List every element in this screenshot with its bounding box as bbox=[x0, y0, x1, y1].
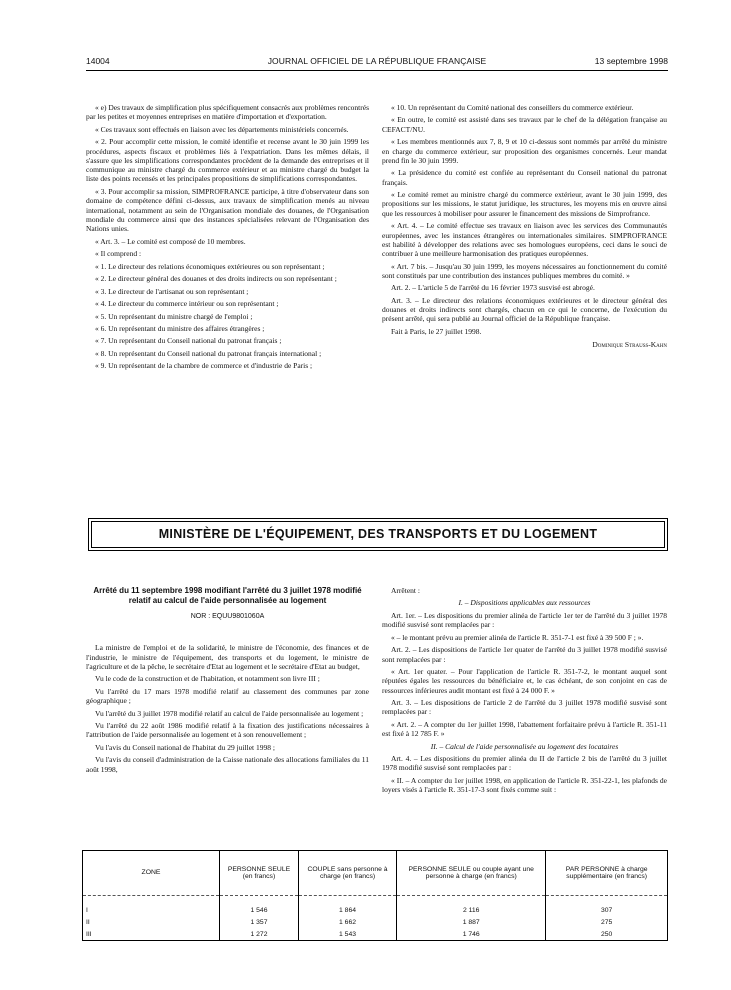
table-cell: 1 887 bbox=[397, 916, 546, 928]
table-row bbox=[83, 916, 668, 928]
table-cell: 1 357 bbox=[220, 916, 299, 928]
paragraph: « 2. Pour accomplir cette mission, le comité identifie et recense avant le 30 juin 1999 les procédures, aspects fiscaux et problèmes liés à l'expatriation. Dans les mêmes délais, il s'assure que les simplifications correspondantes procèdent de la demande des entreprises et il communique au ministre chargé du commerce extérieur et au ministre chargé du budget la liste des points recensés et les principales propositions de simplifications correspondantes. bbox=[86, 137, 369, 184]
table-cell: 1 546 bbox=[220, 904, 299, 916]
table-cell: 250 bbox=[546, 928, 668, 941]
paragraph: « 3. Le directeur de l'artisanat ou son représentant ; bbox=[95, 286, 249, 296]
paragraph: « Art. 4. – Le comité effectue ses travaux en liaison avec les services des Communautés européennes, avec les instances étrangères ou internationales similaires. SIMPROFRANCE est habilité à développer des relations avec ses homologues européens, ceci dans le souci de contribuer à une meilleure harmonisation des pratiques européennes. bbox=[382, 221, 667, 259]
column-header: PERSONNE SEULE (en francs) bbox=[220, 851, 299, 896]
paragraph: « 2. Le directeur général des douanes et des droits indirects ou son représentant ; bbox=[95, 274, 337, 284]
paragraph: « 6. Un représentant du ministre des affaires étrangères ; bbox=[95, 324, 265, 333]
table-cell: 1 746 bbox=[397, 928, 546, 941]
table-cell: 1 864 bbox=[298, 904, 396, 916]
section-heading: I. – Dispositions applicables aux ressources bbox=[458, 598, 591, 608]
page-header bbox=[86, 56, 668, 70]
paragraph: « Le comité remet au ministre chargé du commerce extérieur, avant le 30 juin 1999, des propositions sur les missions, le statut juridique, les structures, les moyens mis en œuvre ainsi que les ressources à mobiliser pour assurer le financement des missions de Simprofrance. bbox=[382, 190, 667, 218]
table-cell: 2 116 bbox=[397, 904, 546, 916]
section-heading: II. – Calcul de l'aide personnalisée au logement des locataires bbox=[430, 741, 619, 751]
paragraph: La ministre de l'emploi et de la solidarité, le ministre de l'économie, des finances et de l'industrie, le ministre de l'équipement, des transports et du logement, le ministre de l'agriculture et de la pêche, le secrétaire d'Etat au logement et le secrétaire d'Etat au budget, bbox=[86, 643, 369, 671]
paragraph: Art. 2. – Les dispositions de l'article 1er quater de l'arrêté du 3 juillet 1978 modifié susvisé sont remplacées par : bbox=[382, 645, 667, 664]
paragraph: « En outre, le comité est assisté dans ses travaux par le chef de la délégation française au CEFACT/NU. bbox=[382, 115, 667, 134]
paragraph: Art. 1er. – Les dispositions du premier alinéa de l'article 1er ter de l'arrêté du 3 juillet 1978 modifié susvisé sont remplacées par : bbox=[382, 610, 667, 630]
table-cell: 1 543 bbox=[298, 928, 396, 941]
journal-title: JOURNAL OFFICIEL DE LA RÉPUBLIQUE FRANÇAISE bbox=[267, 56, 487, 66]
paragraph: « 9. Un représentant de la chambre de commerce et d'industrie de Paris ; bbox=[95, 361, 313, 371]
column-header: ZONE bbox=[83, 851, 220, 896]
paragraph: « Il comprend : bbox=[95, 249, 142, 259]
column-header: PAR PERSONNE à charge supplémentaire (en francs) bbox=[546, 851, 668, 896]
paragraph: Fait à Paris, le 27 juillet 1998. bbox=[391, 326, 482, 336]
paragraph: Vu l'avis du Conseil national de l'habitat du 29 juillet 1998 ; bbox=[95, 742, 275, 752]
paragraph: Art. 2. – L'article 5 de l'arrêté du 16 février 1973 susvisé est abrogé. bbox=[391, 283, 595, 293]
paragraph: « 4. Le directeur du commerce intérieur ou son représentant ; bbox=[95, 299, 279, 309]
table-cell: I bbox=[83, 904, 220, 916]
paragraph: Vu l'arrêté du 17 mars 1978 modifié relatif au classement des communes par zone géographique ; bbox=[86, 686, 369, 706]
table-row bbox=[83, 928, 668, 941]
signature: Dominique Strauss-Kahn bbox=[592, 340, 667, 350]
table-row bbox=[83, 904, 668, 916]
paragraph: Vu l'arrêté du 3 juillet 1978 modifié relatif au calcul de l'aide personnalisée au logement ; bbox=[95, 708, 364, 718]
paragraph: « Art. 2. – A compter du 1er juillet 1998, l'abattement forfaitaire prévu à l'article R. 351-11 est fixé à 12 785 F. » bbox=[382, 719, 667, 739]
table-cell: III bbox=[83, 928, 220, 941]
page-number: 14004 bbox=[86, 56, 110, 66]
paragraph: « II. – A compter du 1er juillet 1998, en application de l'article R. 351-22-1, les plafonds de loyers visés à l'article R. 351-17-3 sont fixés comme suit : bbox=[382, 775, 667, 795]
paragraph: Art. 3. – Le directeur des relations économiques extérieures et le directeur général des douanes et droits indirects sont chargés, chacun en ce qui le concerne, de l'exécution du présent arrêté, qui sera publié au Journal officiel de la République française. bbox=[382, 295, 667, 324]
table-cell: II bbox=[83, 916, 220, 928]
paragraph: Art. 3. – Les dispositions de l'article 2 de l'arrêté du 3 juillet 1978 modifié susvisé sont remplacées par : bbox=[382, 698, 667, 717]
column-header: PERSONNE SEULE ou couple ayant une personne à charge (en francs) bbox=[397, 851, 546, 896]
paragraph: « 7. Un représentant du Conseil national du patronat français ; bbox=[95, 336, 282, 346]
paragraph: « La présidence du comité est confiée au représentant du Conseil national du patronat français. bbox=[382, 168, 667, 187]
paragraph: « Art. 3. – Le comité est composé de 10 membres. bbox=[95, 236, 246, 246]
lower-left-column bbox=[86, 586, 369, 777]
paragraph: « 1. Le directeur des relations économiques extérieures ou son représentant ; bbox=[95, 261, 325, 271]
paragraph: « 8. Un représentant du Conseil national du patronat français international ; bbox=[95, 348, 322, 358]
table-header-row bbox=[83, 851, 668, 896]
paragraph: « Art. 7 bis. – Jusqu'au 30 juin 1999, les moyens nécessaires au fonctionnement du comité sont constitués par une contribution des instances publiques membres du comité. » bbox=[382, 261, 667, 280]
paragraph: Art. 4. – Les dispositions du premier alinéa du II de l'article 2 bis de l'arrêté du 3 juillet 1978 modifié susvisé sont remplacées par : bbox=[382, 754, 667, 773]
ministry-heading: MINISTÈRE DE L'ÉQUIPEMENT, DES TRANSPORTS ET DU LOGEMENT bbox=[91, 521, 665, 548]
rent-ceiling-table bbox=[82, 850, 668, 941]
paragraph: « 3. Pour accomplir sa mission, SIMPROFRANCE participe, à titre d'observateur dans son domaine de compétence défini ci-dessus, aux travaux de simplification menés au niveau international, notamment au sein de l'Organisation mondiale des douanes, de l'Organisation mondiale du commerce ainsi que des instances spécialisées relevant de l'Organisation des Nations unies. bbox=[86, 186, 369, 234]
paragraph: Vu l'avis du conseil d'administration de la Caisse nationale des allocations familiales du 11 août 1998, bbox=[86, 755, 369, 774]
paragraph: « 5. Un représentant du ministre chargé de l'emploi ; bbox=[95, 311, 253, 321]
lower-right-column bbox=[382, 586, 667, 798]
paragraph: « Art. 1er quater. – Pour l'application de l'article R. 351-7-2, le montant auquel sont réputées égales les ressources du bénéficiaire et, le cas échéant, de son conjoint en cas de ressources inférieures audit montant est fixé à 24 000 F. » bbox=[382, 667, 667, 695]
paragraph: « Les membres mentionnés aux 7, 8, 9 et 10 ci-dessus sont nommés par arrêté du ministre en charge du commerce extérieur, sur proposition des organismes concernés. Leur mandat prend fin le 30 juin 1999. bbox=[382, 137, 667, 165]
paragraph: « 10. Un représentant du Comité national des conseillers du commerce extérieur. bbox=[391, 103, 634, 112]
issue-date: 13 septembre 1998 bbox=[594, 56, 668, 66]
arretent: Arrêtent : bbox=[391, 586, 420, 595]
table-cell: 1 662 bbox=[298, 916, 396, 928]
upper-right-column bbox=[382, 103, 667, 353]
table-cell: 307 bbox=[546, 904, 668, 916]
paragraph: « Ces travaux sont effectués en liaison avec les départements ministériels concernés. bbox=[95, 124, 349, 134]
nor-reference: NOR : EQUU9801060A bbox=[190, 613, 265, 620]
table-cell: 275 bbox=[546, 916, 668, 928]
table-cell: 1 272 bbox=[220, 928, 299, 941]
paragraph: « e) Des travaux de simplification plus spécifiquement consacrés aux problèmes rencontrés par les petites et moyennes entreprises en matière d'importation et d'exportation. bbox=[86, 103, 369, 122]
upper-left-column bbox=[86, 103, 369, 374]
decree-title: Arrêté du 11 septembre 1998 modifiant l'arrêté du 3 juillet 1978 modifié relatif au calcul de l'aide personnalisée au logement bbox=[93, 586, 362, 605]
column-header: COUPLE sans personne à charge (en francs) bbox=[298, 851, 396, 896]
paragraph: Vu le code de la construction et de l'habitation, et notamment son livre III ; bbox=[95, 674, 320, 684]
paragraph: Vu l'arrêté du 22 août 1986 modifié relatif à la fixation des justifications nécessaires à l'attribution de l'aide personnalisée au logement et à son renouvellement ; bbox=[86, 721, 369, 740]
paragraph: « – le montant prévu au premier alinéa de l'article R. 351-7-1 est fixé à 39 500 F ; ». bbox=[391, 632, 644, 642]
header-rule bbox=[86, 70, 668, 71]
